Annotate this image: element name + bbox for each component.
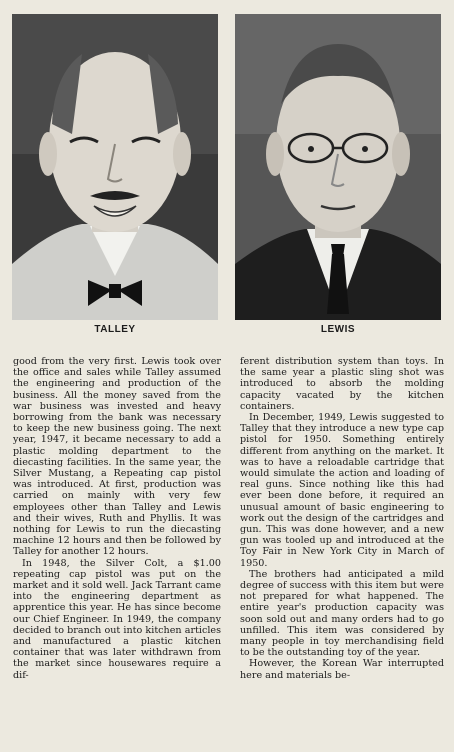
paragraph: In December, 1949, Lewis suggested to Talley that they introduce a new type cap pistol for 1950. Something entirely different from anything on the market. It was to have a reloadable cartridge that would simulate the action and loading of real guns. Since nothing like this had ever been done before, it required an unusual amount of basic engineering to work out the design of the cartridges and gun. This was done however, and a new gun was tooled up and introduced at the Toy Fair in New York City in March of 1950. [240, 412, 444, 569]
portrait-lewis-icon [235, 14, 441, 320]
paragraph: In 1948, the Silver Colt, a $1.00 repeating cap pistol was put on the market and it sold well. Jack Tarrant came into the engineering department as apprentice this year. He has since become our Chief Engineer. In 1949, the company decided to branch out into kitchen articles and manufactured a plastic kitchen container that was later withdrawn from the market since housewares require a dif- [13, 557, 221, 681]
paragraph: The brothers had anticipated a mild degree of success with this item but were not prepared for what happened. The entire year's production capacity was soon sold out and many orders had to go unfilled. This item was considered by many people in toy merchandising field to be the outstanding toy of the year. [240, 568, 444, 659]
paragraph: However, the Korean War interrupted here and materials be- [240, 658, 444, 681]
paragraph: ferent distribution system than toys. In the same year a plastic sling shot was introduced to absorb the molding capacity vacated by the kitchen containers. [240, 356, 444, 412]
portrait-photo-lewis [235, 14, 441, 320]
portrait-photo-talley [12, 14, 218, 320]
text-column-right [240, 356, 444, 681]
portrait-talley-icon [12, 14, 218, 320]
paragraph: good from the very first. Lewis took over the office and sales while Talley assumed the engineering and production of the business. All the money saved from the war business was invested and heavy borrowing from the bank was necessary to keep the new business going. The next year, 1947, it became necessary to add a plastic molding department to the diecasting facilities. In the same year, the Silver Mustang, a Repeating cap pistol was introduced. At first, production was carried on mainly with very few employees other than Talley and Lewis and their wives, Ruth and Phyllis. It was nothing for Lewis to run the diecasting machine 12 hours and then be followed by Talley for another 12 hours. [13, 356, 221, 558]
caption-lewis: LEWIS [320, 324, 356, 335]
caption-talley: TALLEY [94, 324, 136, 335]
text-column-left [13, 356, 221, 681]
